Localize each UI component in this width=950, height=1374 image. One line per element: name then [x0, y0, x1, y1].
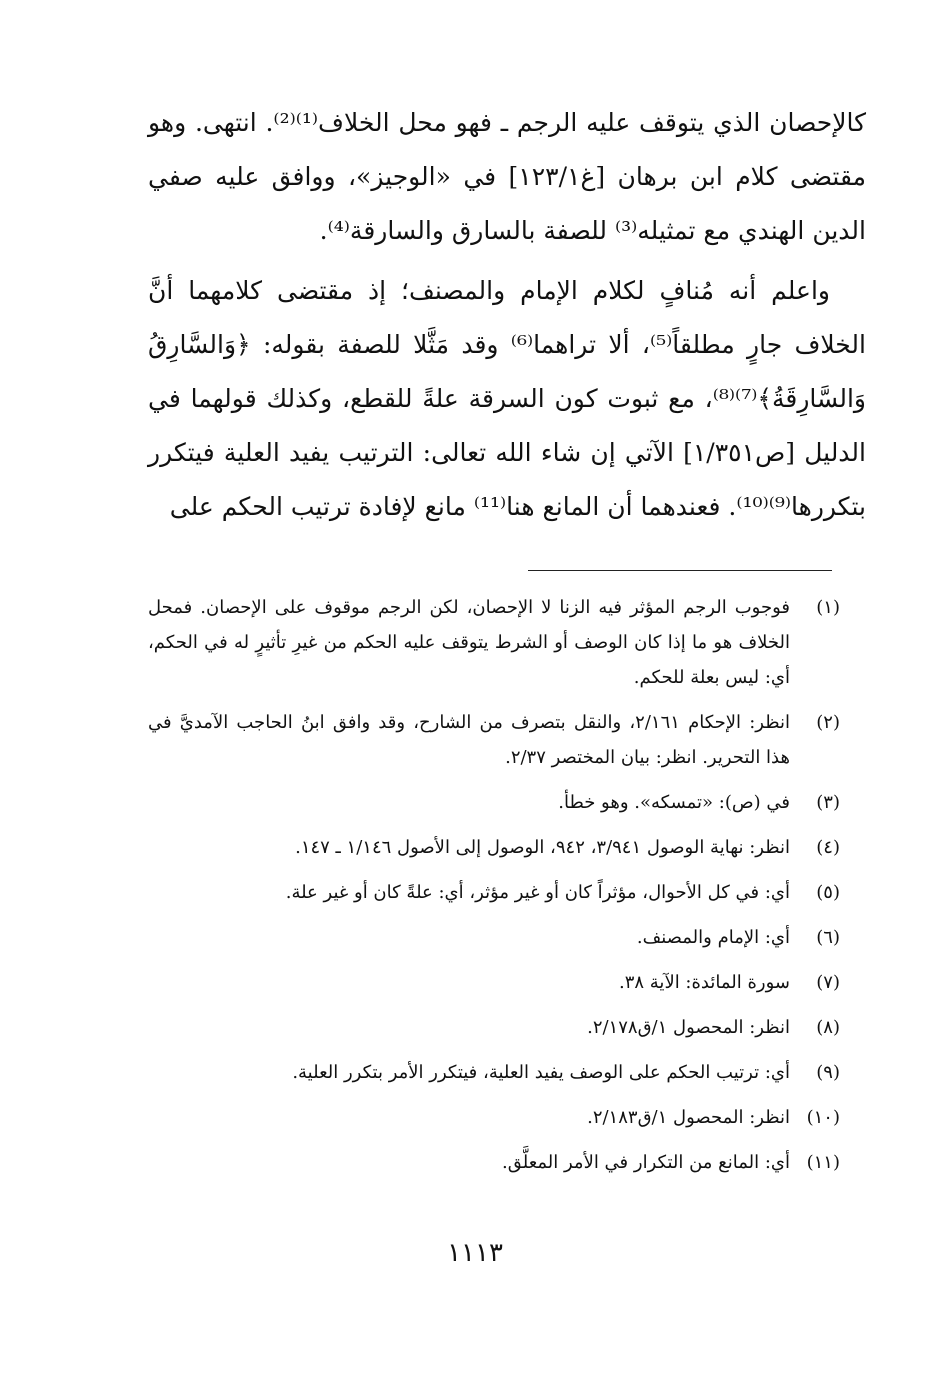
footnote-text: في (ص): «تمسكه». وهو خطأ. — [558, 792, 790, 813]
footnote-text: سورة المائدة: الآية ٣٨. — [618, 972, 790, 993]
footnote-number: (٢) — [816, 712, 840, 733]
footnote-number: (١٠) — [806, 1107, 840, 1128]
footnote — [148, 705, 840, 775]
footnote-number: (٦) — [816, 927, 840, 948]
footnote-number: (٤) — [816, 837, 840, 858]
paragraph-2: واعلم أنه مُنافٍ لكلام الإمام والمصنف؛ إذ مقتضى كلامهما أنَّ الخلاف جارٍ مطلقاً⁽⁵⁾، ألا تراهما⁽⁶⁾ وقد مَثَّلا للصفة بقوله: ﴿وَالسَّارِقُ وَالسَّارِقَةُ﴾⁽⁷⁾⁽⁸⁾، مع ثبوت كون السرقة علةً للقطع، وكذلك قولهما في الدليل [ص١/٣٥١] الآتي إن شاء الله تعالى: الترتيب يفيد العلية فيتكرر بتكررها⁽⁹⁾⁽¹⁰⁾. فعندهما أن المانع هنا⁽¹¹⁾ مانع لإفادة ترتيب الحكم على — [148, 276, 866, 521]
footnote-number: (٨) — [816, 1017, 840, 1038]
footnote — [148, 920, 840, 955]
footnote-number: (١) — [816, 597, 840, 618]
footnote — [148, 590, 840, 695]
footnote-text: فوجوب الرجم المؤثر فيه الزنا لا الإحصان، لكن الرجم موقوف على الإحصان. فمحل الخلاف هو ما إذا كان الوصف أو الشرط يتوقف عليه الحكم من غيرِ تأثيرٍ له في الحكم، أي: ليس بعلة للحكم. — [148, 597, 790, 688]
footnote-text: أي: في كل الأحوال، مؤثراً كان أو غير مؤثر، أي: علةً كان أو غير علة. — [285, 882, 790, 903]
footnote — [148, 785, 840, 820]
footnote-text: أي: الإمام والمصنف. — [636, 927, 790, 948]
footnote — [148, 1010, 840, 1045]
footnote — [148, 965, 840, 1000]
footnote-text: أي: المانع من التكرار في الأمر المعلَّق. — [502, 1152, 790, 1173]
page-number: ١١١٣ — [447, 1238, 503, 1268]
footnote — [148, 1100, 840, 1135]
footnotes — [148, 590, 840, 1190]
paragraph-1: كالإحصان الذي يتوقف عليه الرجم ـ فهو محل الخلاف⁽¹⁾⁽²⁾. انتهى. وهو مقتضى كلام ابن برهان [غ١٢٣/١] في «الوجيز»، ووافق عليه صفي الدين الهندي مع تمثيله⁽³⁾ للصفة بالسارق والسارقة⁽⁴⁾. — [148, 108, 867, 245]
footnote-text: انظر: الإحكام ٢/١٦١، والنقل بتصرف من الشارح، وقد وافق ابنُ الحاجب الآمديَّ في هذا التحرير. انظر: بيان المختصر ٢/٣٧. — [148, 712, 790, 768]
footnote — [148, 875, 840, 910]
footnote-text: انظر: نهاية الوصول ٣/٩٤١، ٩٤٢، الوصول إلى الأصول ١/١٤٦ ـ ١٤٧. — [295, 837, 790, 858]
footnote-number: (١١) — [806, 1152, 840, 1173]
footnote-number: (٣) — [816, 792, 840, 813]
footnote-text: انظر: المحصول ١/ق٢/١٧٨. — [587, 1017, 790, 1038]
footnote-text: انظر: المحصول ١/ق٢/١٨٣. — [587, 1107, 790, 1128]
footnote-separator — [528, 570, 832, 571]
footnote-number: (٥) — [816, 882, 840, 903]
footnote — [148, 1055, 840, 1090]
footnote — [148, 1145, 840, 1180]
main-text — [148, 96, 866, 534]
footnote-number: (٧) — [816, 972, 840, 993]
footnote-number: (٩) — [816, 1062, 840, 1083]
footnote-text: أي: ترتيب الحكم على الوصف يفيد العلية، فيتكرر الأمر بتكرر العلية. — [292, 1062, 790, 1083]
footnote — [148, 830, 840, 865]
